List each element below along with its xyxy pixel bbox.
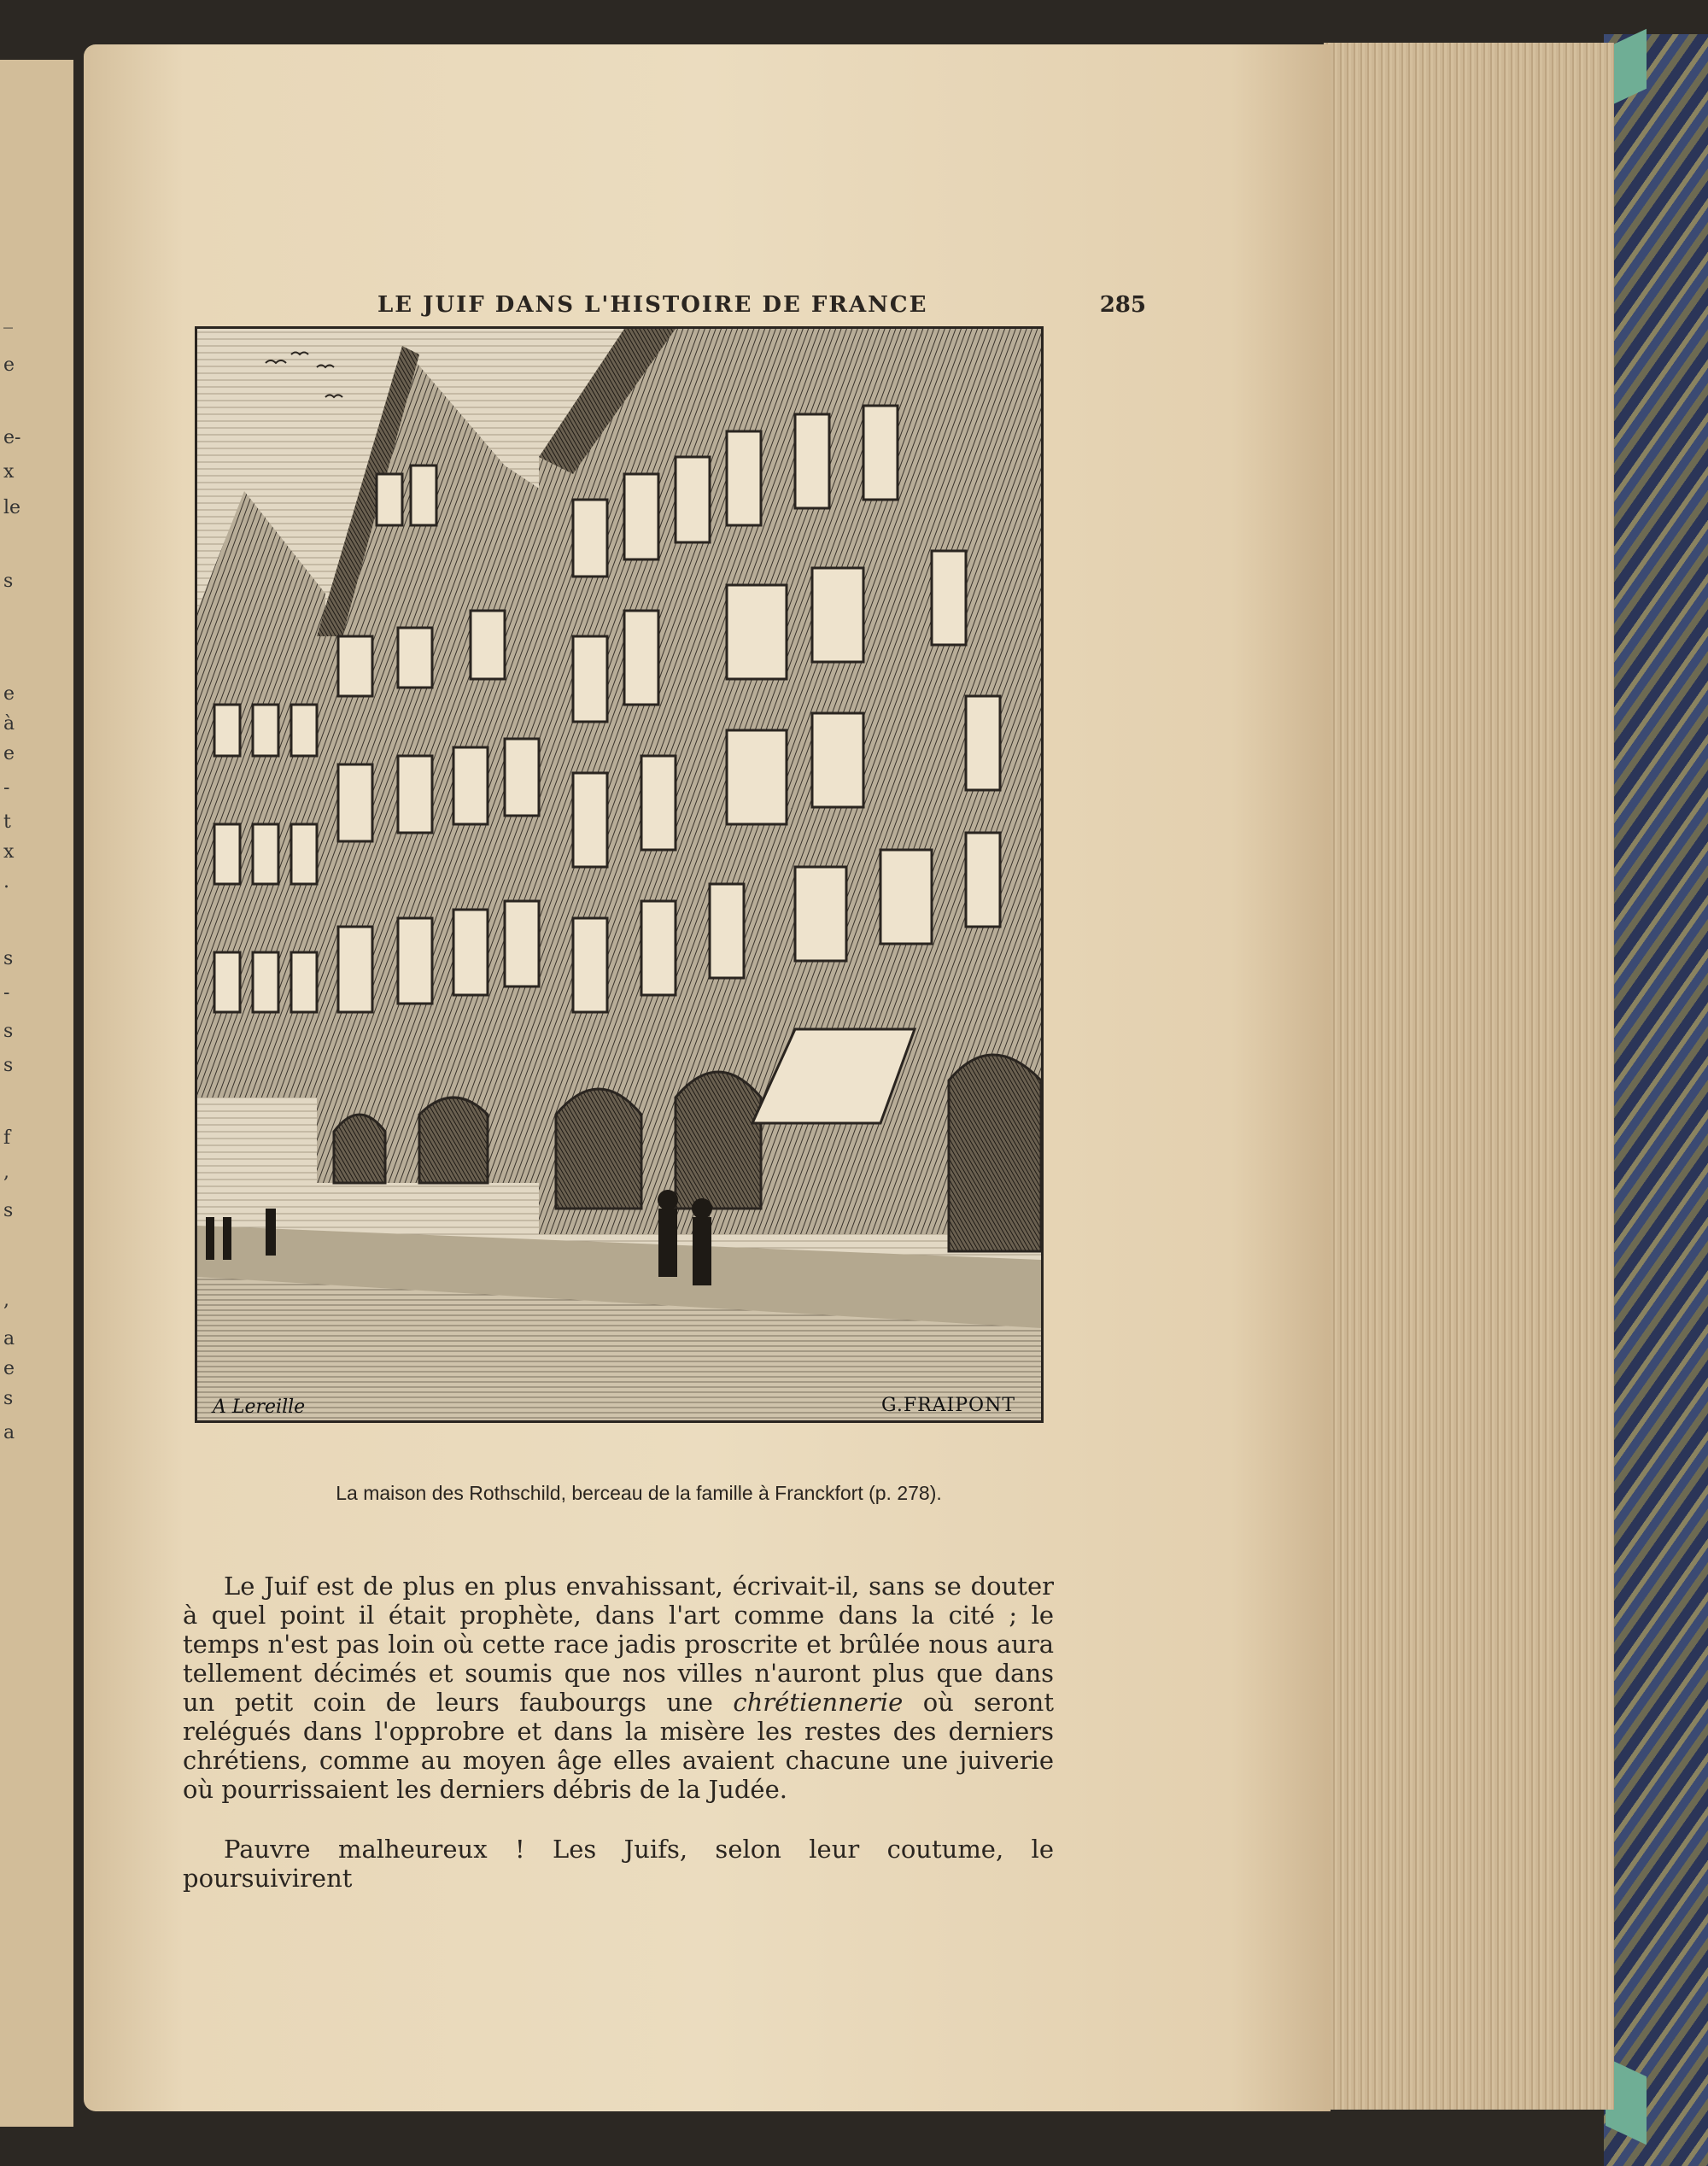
running-head: LE JUIF DANS L'HISTOIRE DE FRANCE (377, 292, 928, 318)
margin-char: e (3, 743, 15, 764)
page-number: 285 (1099, 292, 1146, 318)
margin-char: x (3, 841, 15, 863)
figure-caption: La maison des Rothschild, berceau de la famille à Franckfort (p. 278). (336, 1482, 942, 1504)
engraving-illustration (195, 326, 1044, 1423)
paragraph-text: Le Juif est de plus en plus envahissant, écrivait-il, sans se douter à quel point il était prophète, dans l'art comme dans la cité ; le temps n'est pas loin où cette race jadis proscrite et brûlée nous aura tellement décimés et soumis que nos villes n'auront plus que dans un petit coin de leurs faubourgs une (183, 1572, 1054, 1717)
artist-signature-right: G.FRAIPONT (881, 1395, 1015, 1416)
margin-char: t (3, 811, 11, 833)
emphasis-text: chrétiennerie (733, 1688, 904, 1717)
left-margin-text (0, 60, 21, 2127)
body-text (183, 1572, 1054, 1893)
margin-char: - (3, 982, 10, 1004)
paragraph (183, 1572, 1054, 1804)
margin-char: s (3, 1200, 14, 1221)
margin-char: s (3, 948, 14, 969)
margin-char: e- (3, 427, 21, 448)
margin-char: a (3, 1328, 15, 1349)
margin-char: s (3, 1388, 14, 1409)
margin-char: x (3, 461, 15, 483)
artist-signature-left: A Lereille (213, 1396, 306, 1418)
margin-char: a (3, 1422, 15, 1443)
margin-char: - (3, 777, 10, 799)
margin-char: e (3, 354, 15, 376)
paragraph-text: où seront relégués dans l'opprobre et dans la misère les restes des derniers chrétiens, comme au moyen âge elles avaient chacune une juiverie où pourrissaient les derniers débris de la Judée. (183, 1688, 1054, 1804)
margin-char: . (3, 871, 9, 893)
margin-char: s (3, 1055, 14, 1076)
margin-char: e (3, 1358, 15, 1379)
margin-char: le (3, 497, 21, 518)
margin-char: à (3, 713, 15, 735)
margin-char: e (3, 683, 15, 705)
margin-char: , (3, 1162, 9, 1183)
rothschild-house-engraving (197, 329, 1041, 1420)
book-page (84, 44, 1331, 2111)
margin-char: , (3, 1290, 9, 1311)
margin-char: f (3, 1127, 11, 1149)
margin-char: _ (3, 307, 13, 329)
margin-char: s (3, 1021, 14, 1042)
page-stack-edge (1324, 43, 1614, 2110)
paragraph: Pauvre malheureux ! Les Juifs, selon leur coutume, le poursuivirent (183, 1835, 1054, 1893)
page-header (377, 292, 1146, 326)
left-page-edge (0, 60, 73, 2127)
book-cover-edge (1604, 34, 1708, 2166)
margin-char: s (3, 571, 14, 592)
